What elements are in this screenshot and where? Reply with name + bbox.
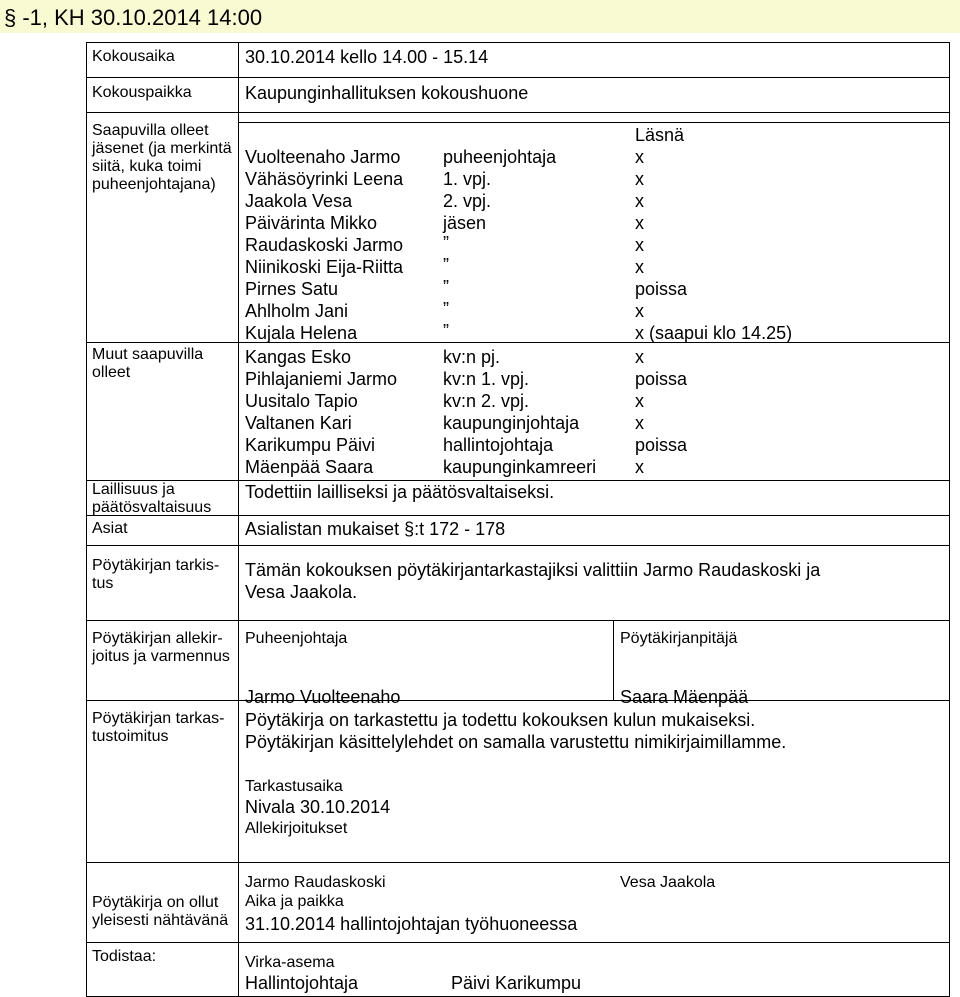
meeting-place-value: Kaupunginhallituksen kokoushuone [245,83,529,103]
member-status: x (saapui klo 14.25) [635,323,793,343]
attendee-name: Karikumpu Päivi [245,435,376,455]
row-divider [86,112,950,113]
label-line: Pöytäkirjan tarkas- [92,710,225,727]
row-divider [86,515,950,516]
label-line: Pöytäkirjan tarkis- [92,557,220,574]
inspector-2-name: Vesa Jaakola [620,874,716,891]
chair-name: Jarmo Vuolteenaho [245,687,401,707]
attendee-role: kaupunginjohtaja [443,413,580,433]
member-role: 1. vpj. [443,169,492,189]
member-role: jäsen [443,213,487,233]
attendee-role: kv:n 2. vpj. [443,391,530,411]
table-column-divider [238,42,239,997]
signing-label [92,630,230,666]
label-line: joitus ja varmennus [92,648,230,665]
label-line: päätösvaltaisuus [92,499,212,516]
row-divider [86,620,950,621]
public-display-label [92,894,228,930]
inspection-place-value: Nivala 30.10.2014 [245,797,391,817]
attendee-status: poissa [635,369,688,389]
member-role: ” [443,277,449,297]
label-line: Pöytäkirjan allekir- [92,630,223,647]
members-label [92,122,232,194]
review-text [245,559,820,603]
attendee-status: x [635,391,644,411]
member-name: Jaakola Vesa [245,191,353,211]
certify-label: Todistaa: [92,948,157,965]
label-line: siitä, kuka toimi [92,158,202,175]
attendee-status: x [635,457,644,477]
member-role: ” [443,233,449,253]
member-role: ” [443,321,449,341]
row-divider [86,545,950,546]
meeting-time-value: 30.10.2014 kello 14.00 - 15.14 [245,47,489,67]
attendee-role: kaupunginkamreeri [443,457,597,477]
attendee-name: Valtanen Kari [245,413,352,433]
attendee-status: x [635,413,644,433]
text-line: Vesa Jaakola. [245,582,358,602]
label-line: Laillisuus ja [92,481,175,498]
member-status: x [635,169,644,189]
inspection-text [245,709,786,753]
review-label [92,557,219,593]
member-name: Pirnes Satu [245,279,339,299]
attendee-status: x [635,347,644,367]
meeting-place-label: Kokouspaikka [92,84,192,101]
label-line: Pöytäkirja on ollut [92,894,219,911]
row-divider [86,942,950,943]
member-status: x [635,213,644,233]
member-name: Kujala Helena [245,323,358,343]
attendee-name: Mäenpää Saara [245,457,374,477]
attendee-name: Uusitalo Tapio [245,391,358,411]
office-value: Hallintojohtaja [245,973,359,993]
attendee-role: kv:n 1. vpj. [443,369,530,389]
meeting-time-label: Kokousaika [92,48,175,65]
row-divider [86,700,950,701]
attendance-header-divider [238,122,950,123]
time-place-value: 31.10.2014 hallintojohtajan työhuoneessa [245,914,578,934]
label-line: olleet [92,364,131,381]
attendee-name: Kangas Esko [245,347,352,367]
member-name: Ahlholm Jani [245,301,349,321]
member-role: ” [443,255,449,275]
time-place-label: Aika ja paikka [245,893,344,910]
label-line: tustoimitus [92,728,169,745]
label-line: Saapuvilla olleet [92,122,209,139]
member-name: Vuolteenaho Jarmo [245,147,401,167]
office-label: Virka-asema [245,954,335,971]
matters-label: Asiat [92,520,128,537]
member-status: x [635,147,644,167]
attendee-role: kv:n pj. [443,347,501,367]
signatures-label: Allekirjoitukset [245,820,348,837]
text-line: Pöytäkirja on tarkastettu ja todettu kokouksen kulun mukaiseksi. [245,710,756,730]
signature-column-divider [613,620,614,700]
label-line: puheenjohtajana) [92,176,216,193]
member-status: x [635,257,644,277]
section-header: § -1, KH 30.10.2014 14:00 [4,5,263,30]
label-line: jäsenet (ja merkintä [92,140,232,157]
member-role: 2. vpj. [443,191,492,211]
text-line: Tämän kokouksen pöytäkirjantarkastajiksi valittiin Jarmo Raudaskoski ja [245,560,821,580]
inspector-1-name: Jarmo Raudaskoski [245,874,386,891]
table-right-border [949,42,950,997]
present-header: Läsnä [635,125,685,145]
attendee-role: hallintojohtaja [443,435,554,455]
row-divider [86,342,950,343]
label-line: yleisesti nähtävänä [92,912,229,929]
certifier-name: Päivi Karikumpu [451,973,582,993]
member-role: puheenjohtaja [443,147,557,167]
member-name: Vähäsöyrinki Leena [245,169,404,189]
others-label [92,346,203,382]
member-name: Niinikoski Eija-Riitta [245,257,404,277]
member-name: Päivärinta Mikko [245,213,378,233]
inspection-time-label: Tarkastusaika [245,778,343,795]
label-line: tus [92,575,114,592]
secretary-name: Saara Mäenpää [620,687,749,707]
row-divider [86,42,950,43]
chair-label: Puheenjohtaja [245,630,348,647]
inspection-label [92,710,225,746]
secretary-label: Pöytäkirjanpitäjä [620,630,738,647]
label-line: Muut saapuvilla [92,346,204,363]
member-status: x [635,191,644,211]
legality-text: Todettiin lailliseksi ja päätösvaltaiseksi. [245,482,555,502]
attendee-name: Pihlajaniemi Jarmo [245,369,398,389]
attendee-status: poissa [635,435,688,455]
matters-text: Asialistan mukaiset §:t 172 - 178 [245,519,506,539]
member-status: x [635,235,644,255]
row-divider [86,77,950,78]
table-left-border [86,42,87,997]
member-status: x [635,301,644,321]
member-name: Raudaskoski Jarmo [245,235,404,255]
member-status: poissa [635,279,688,299]
text-line: Pöytäkirjan käsittelylehdet on samalla varustettu nimikirjaimillamme. [245,732,787,752]
row-divider [86,862,950,863]
legality-label [92,481,211,517]
member-role: ” [443,299,449,319]
